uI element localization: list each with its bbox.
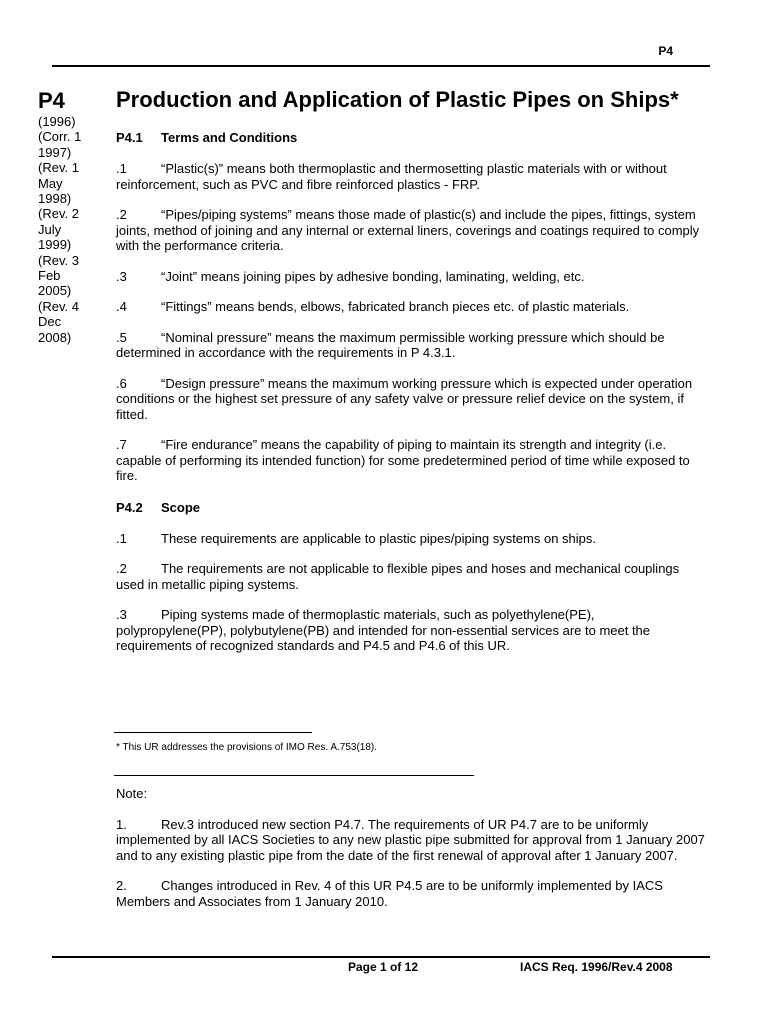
clause [116,437,706,484]
revision-line: May [38,175,63,191]
clause-text: “Nominal pressure” means the maximum permissible working pressure which should be determined in accordance with the requirements in P 4.3.1. [116,329,665,360]
clause-text: “Fire endurance” means the capability of piping to maintain its strength and integrity (i.e. capable of performing its intended function) for some predetermined period of time while exposed to fire. [116,437,690,483]
clause [116,531,706,547]
clause-number: .1 [116,161,127,176]
clause-number: .3 [116,268,127,284]
top-rule [52,65,710,67]
clause-text: “Joint” means joining pipes by adhesive bonding, laminating, welding, etc. [161,268,585,284]
clause [116,330,706,361]
clause-number: .3 [116,607,127,622]
clause-text: “Fittings” means bends, elbows, fabricated branch pieces etc. of plastic materials. [161,299,630,314]
revision-line: Feb [38,268,61,284]
clause-number: .7 [116,437,127,452]
note-label: Note: [116,786,148,801]
note-text: Changes introduced in Rev. 4 of this UR P4.5 are to be uniformly implemented by IACS Members and Associates from 1 January 2010. [116,878,663,909]
header-code: P4 [658,44,673,58]
section-number: P4.2 [116,499,143,515]
clause-number: .1 [116,530,127,546]
revision-history [38,114,100,345]
clause [116,376,706,423]
footnote: * This UR addresses the provisions of IMO Res. A.753(18). [116,742,378,753]
sidebar-code: P4 [38,88,65,113]
note-item [116,878,706,909]
revision-line: 1999) [38,237,72,253]
section-number: P4.1 [116,130,143,145]
revision-line: (Rev. 1 [38,160,79,176]
clause-text: “Design pressure” means the maximum working pressure which is expected under operation conditions or the highest set pressure of any safety valve or pressure relief device on the system, if fitted. [116,375,693,422]
clause-number: .6 [116,375,127,391]
clause-text: These requirements are applicable to plastic pipes/piping systems on ships. [161,530,597,546]
clause [116,161,706,192]
document-body [116,86,706,654]
note-number: 2. [116,878,127,893]
clause-text: Piping systems made of thermoplastic materials, such as polyethylene(PE), polypropylene(PP), polybutylene(PB) and intended for non-essential services are to meet the requirements of recognized standards and P4.5 and P4.6 of this UR. [116,607,651,653]
clause-number: .4 [116,299,127,314]
revision-line: 2008) [38,329,72,345]
notes-block [116,786,706,909]
clause-number: .2 [116,561,127,576]
revision-line: 2005) [38,283,72,299]
revision-line: (1996) [38,114,76,129]
revision-sidebar [38,88,100,345]
clause-text: “Plastic(s)” means both thermoplastic and thermosetting plastic materials with or without reinforcement, such as PVC and fibre reinforced plastics - FRP. [116,161,667,192]
footnote-rule [114,732,312,733]
document-reference: IACS Req. 1996/Rev.4 2008 [520,960,673,974]
note-rule [114,775,474,776]
clause [116,269,706,285]
clause-text: The requirements are not applicable to flexible pipes and hoses and mechanical couplings used in metallic piping systems. [116,561,680,592]
clause [116,607,706,654]
page-title: Production and Application of Plastic Pipes on Ships* [116,87,679,112]
revision-line: Dec [38,314,62,330]
clause-number: .2 [116,207,127,222]
revision-line: 1998) [38,191,72,207]
clause-text: “Pipes/piping systems” means those made of plastic(s) and include the pipes, fittings, system joints, method of joining and any internal or external liners, coverings and coatings required to comply with the performance criteria. [116,207,700,253]
bottom-rule [52,956,710,958]
clause [116,207,706,254]
note-item [116,817,706,864]
page-number: Page 1 of 12 [348,960,419,974]
section-title: Scope [161,499,201,515]
section-title: Terms and Conditions [161,130,298,145]
note-text: Rev.3 introduced new section P4.7. The requirements of UR P4.7 are to be uniformly implemented by all IACS Societies to any new plastic pipe submitted for approval from 1 January 2007 and to any existing plastic pipe from the date of the first renewal of approval after 1 January 2007. [116,816,705,863]
revision-line: (Corr. 1 [38,129,82,145]
section-heading [116,130,706,146]
clause [116,561,706,592]
revision-line: July [38,221,62,237]
note-number: 1. [116,816,127,832]
revision-line: 1997) [38,144,72,160]
clause [116,299,706,315]
clause-number: .5 [116,329,127,345]
revision-line: (Rev. 4 [38,298,79,314]
section-heading [116,500,706,516]
revision-line: (Rev. 3 [38,252,79,268]
revision-line: (Rev. 2 [38,206,79,222]
